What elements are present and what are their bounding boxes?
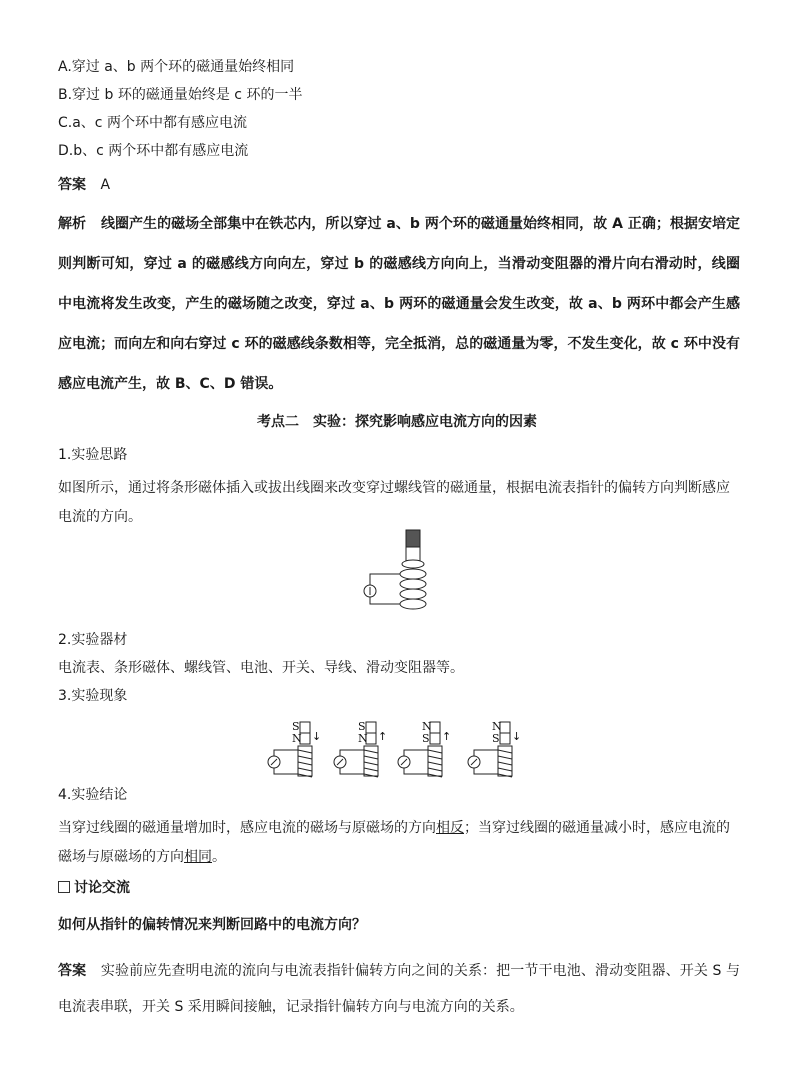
s4-heading: 4.实验结论 [58,787,128,803]
s1-text: 如图所示，通过将条形磁体插入或拔出线圈来改变穿过螺线管的磁通量，根据电流表指针的偏转方向判断感应电流的方向。 [58,480,730,525]
conclusion-opposite: 相反 [436,820,464,836]
setup-4 [468,720,521,777]
option-c: C.a、c 两个环中都有感应电流 [58,115,247,131]
setup-3 [398,720,451,777]
s3-heading: 3.实验现象 [58,688,128,704]
s1-heading: 1.实验思路 [58,447,128,463]
answer-line [58,175,110,195]
conclusion-same: 相同 [184,849,212,865]
motion-arrow: ↑ [442,730,452,743]
discussion-answer-text: 实验前应先查明电流的流向与电流表指针偏转方向之间的关系：把一节干电池、滑动变阻器、开关 S 与电流表串联，开关 S 采用瞬间接触，记录指针偏转方向与电流方向的关系。 [58,963,741,1015]
pole-bottom: S [492,732,500,745]
pole-bottom: N [292,732,302,745]
option-d: D.b、c 两个环中都有感应电流 [58,143,249,159]
discussion-answer-label: 答案 [58,963,87,979]
section-title: 考点二 实验：探究影响感应电流方向的因素 [257,414,537,430]
s4-text: 当穿过线圈的磁通量增加时，感应电流的磁场与原磁场的方向相反；当穿过线圈的磁通量减小时，感应电流的磁场与原磁场的方向相同。 [58,820,730,865]
pole-top: N [492,720,502,733]
pole-bottom: S [422,732,430,745]
answer-label: 答案 [58,177,86,193]
solenoid-figure [352,528,442,618]
motion-arrow: ↓ [512,730,522,743]
edit-icon [58,881,70,893]
discussion-question: 如何从指针的偏转情况来判断回路中的电流方向？ [58,917,366,933]
pole-top: N [422,720,432,733]
setup-2 [334,720,387,777]
analysis-text: 线圈产生的磁场全部集中在铁芯内，所以穿过 a、b 两个环的磁通量始终相同，故 A 正确；根据安培定则判断可知，穿过 a 的磁感线方向向左，穿过 b 的磁感线方向向上，当滑动变阻器的滑片向右滑动时，线圈中电流将发生改变，产生的磁场随之改变，穿过 a、b 两环的磁通量会发生改变，故 a、b 两环中都会产生感应电流；而向左和向右穿过 c 环的磁感线条数相等，完全抵消，总的磁通量为零，不发生变化，故 c 环中没有感应电流产生，故 B、C、D 错误。 [58,216,740,392]
pole-top: S [358,720,366,733]
discussion-label: 讨论交流 [74,880,130,896]
motion-arrow: ↓ [312,730,322,743]
pole-top: S [292,720,300,733]
pole-bottom: N [358,732,368,745]
discussion-header [58,878,130,898]
phenomena-figure [266,714,536,784]
analysis-paragraph [58,204,740,404]
motion-arrow: ↑ [378,730,388,743]
discussion-answer [58,953,740,1025]
setup-1 [268,720,321,777]
analysis-label: 解析 [58,216,87,232]
s2-text: 电流表、条形磁体、螺线管、电池、开关、导线、滑动变阻器等。 [58,660,464,676]
option-b: B.穿过 b 环的磁通量始终是 c 环的一半 [58,87,303,103]
option-a: A.穿过 a、b 两个环的磁通量始终相同 [58,59,295,75]
s2-heading: 2.实验器材 [58,632,128,648]
answer-value: A [100,177,111,193]
